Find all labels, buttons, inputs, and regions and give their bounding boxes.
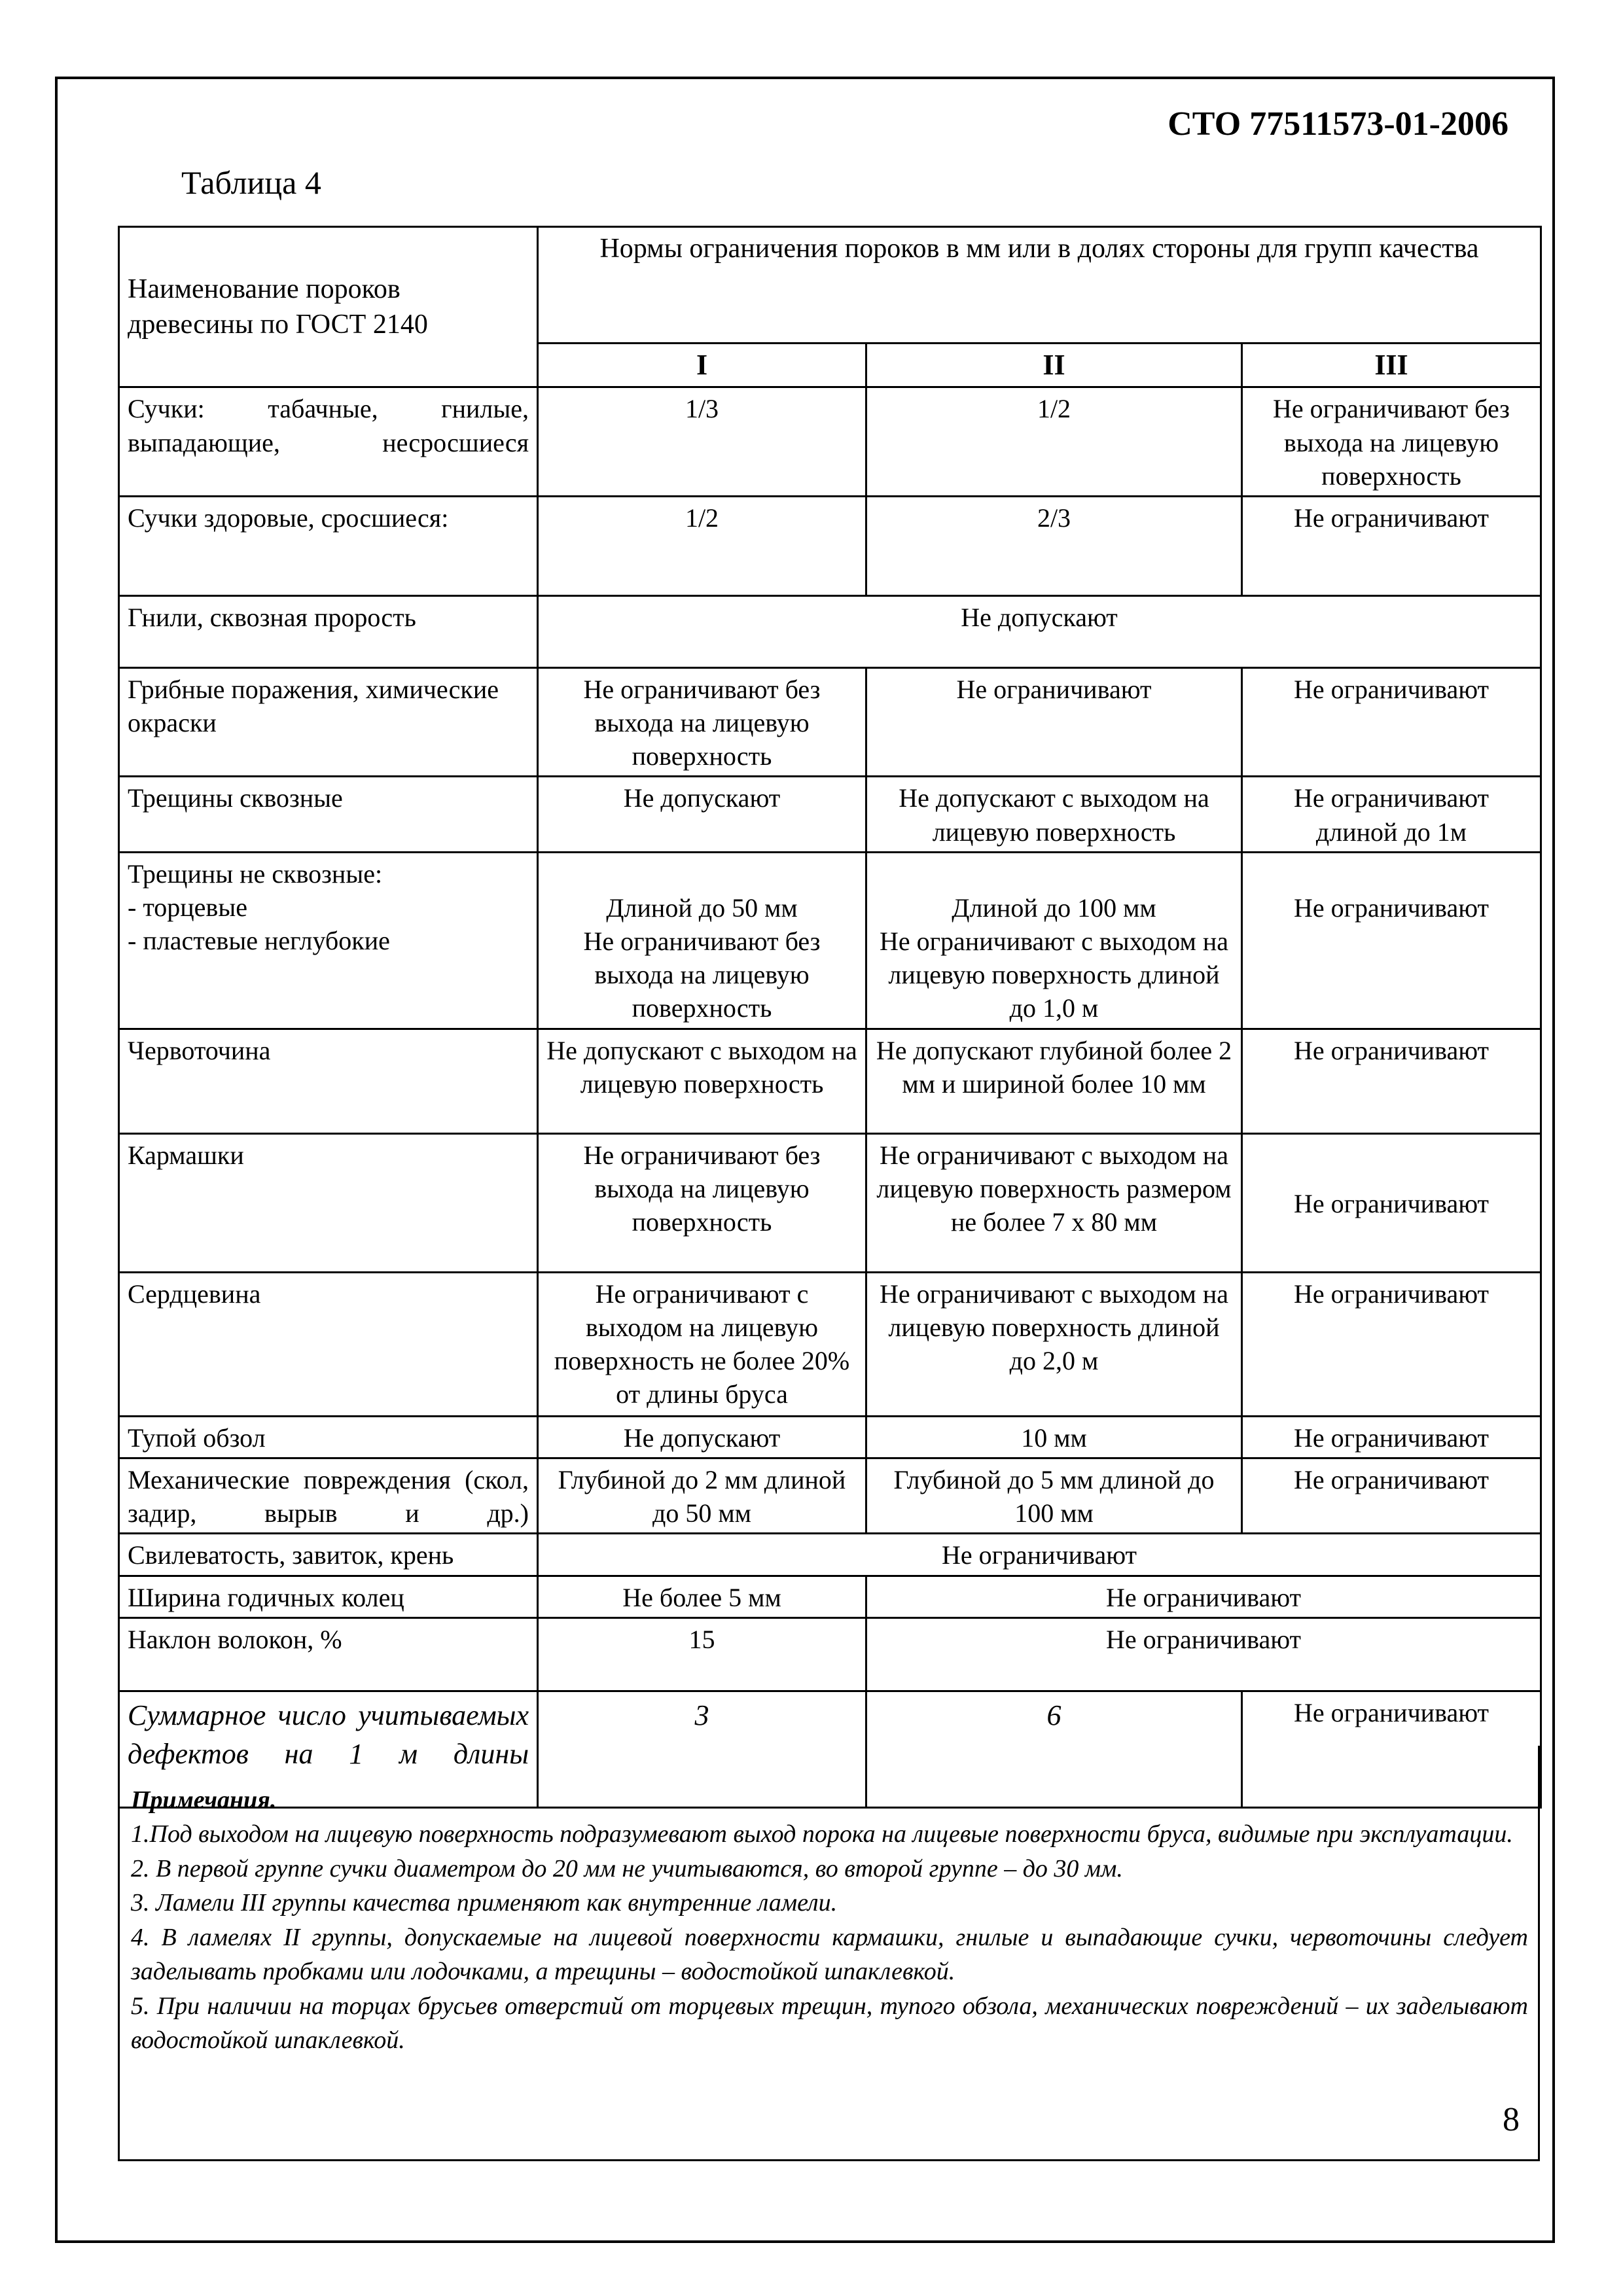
cell-group-3: Не ограничивают (1242, 1458, 1541, 1534)
cell-groups-2-3: Не ограничивают (866, 1617, 1541, 1691)
cell-all-groups: Не ограничивают (538, 1534, 1541, 1576)
row-name: Грибные поражения, химические окраски (119, 667, 538, 777)
row-name: Сердцевина (119, 1272, 538, 1416)
cell-group-2: Не допускают глубиной более 2 мм и шириной более 10 мм (866, 1029, 1242, 1133)
cell-group-2: 2/3 (866, 496, 1242, 595)
row-name: Гнили, сквозная прорость (119, 595, 538, 667)
cell-group-3: Не ограничивают (1242, 1272, 1541, 1416)
cell-group-3: Не ограничивают (1242, 1029, 1541, 1133)
row-name: Трещины сквозные (119, 777, 538, 852)
document-code: СТО 77511573-01-2006 (1168, 105, 1508, 143)
table-row (119, 667, 1541, 777)
table-row (119, 1133, 1541, 1272)
row-name: Сучки здоровые, сросшиеся: (119, 496, 538, 595)
cell-group-3: Не ограничивают без выхода на лицевую поверхность (1242, 387, 1541, 497)
table-row (119, 1617, 1541, 1691)
cell-group-1 (538, 852, 866, 1029)
cell-group-3: Не ограничивают (1242, 1133, 1541, 1272)
row-name: Наклон волокон, % (119, 1617, 538, 1691)
cell-group-2: 10 мм (866, 1416, 1242, 1458)
cell-group-1: Не ограничивают без выхода на лицевую поверхность (538, 1133, 866, 1272)
cell-groups-2-3: Не ограничивают (866, 1576, 1541, 1617)
row-name: Механические повреждения (скол, задир, вырыв и др.) (119, 1458, 538, 1534)
cell-group-2: 6 (866, 1691, 1242, 1807)
cell-group-1: Не ограничивают без выхода на лицевую поверхность (538, 667, 866, 777)
row-name: Тупой обзол (119, 1416, 538, 1458)
cell-group-3: Не ограничивают (1242, 667, 1541, 777)
cell-group-1: 1/2 (538, 496, 866, 595)
header-group-2: II (866, 344, 1242, 387)
row-name: Суммарное число учитываемых дефектов на 1 м длины (119, 1691, 538, 1807)
header-group-3: III (1242, 344, 1541, 387)
cell-line: Не ограничивают с выходом на лицевую поверхность длиной до 1,0 м (880, 927, 1228, 1023)
cell-group-3: Не ограничивают (1242, 852, 1541, 1029)
table-row (119, 387, 1541, 497)
table-row (119, 1576, 1541, 1617)
row-name: Червоточина (119, 1029, 538, 1133)
table-row (119, 1534, 1541, 1576)
table-row (119, 595, 1541, 667)
row-name-cell (119, 852, 538, 1029)
row-name: Ширина годичных колец (119, 1576, 538, 1617)
table-row (119, 1029, 1541, 1133)
defects-table (118, 226, 1542, 1809)
cell-line: Не ограничивают без выхода на лицевую поверхность (583, 927, 821, 1023)
note-item: 4. В ламелях II группы, допускаемые на лицевой поверхности кармашки, гнилые и выпадающие сучки, червоточины следует заделывать пробками или лодочками, а трещины – водостойкой шпаклевкой. (131, 1923, 1528, 1986)
note-item: 3. Ламели III группы качества применяют как внутренние ламели. (131, 1889, 838, 1917)
note-item: 2. В первой группе сучки диаметром до 20 мм не учитываются, во второй группе – до 30 мм. (131, 1854, 1123, 1882)
cell-group-1: Не ограничивают с выходом на лицевую поверхность не более 20% от длины бруса (538, 1272, 866, 1416)
cell-group-1: Не более 5 мм (538, 1576, 866, 1617)
row-name: Трещины не сквозные: (128, 858, 383, 889)
cell-group-3: Не ограничивают (1242, 496, 1541, 595)
cell-group-3: Не ограничивают (1242, 1691, 1541, 1807)
cell-group-1: Не допускают (538, 777, 866, 852)
note-item: 5. При наличии на торцах брусьев отверстий от торцевых трещин, тупого обзола, механических повреждений – их заделывают водостойкой шпаклевкой. (131, 1992, 1528, 2055)
table-row (119, 1272, 1541, 1416)
table-row (119, 1416, 1541, 1458)
cell-group-3: Не ограничивают (1242, 1416, 1541, 1458)
table-header-row (119, 227, 1541, 344)
notes-title: Примечания. (131, 1786, 277, 1814)
cell-group-2: Не ограничивают с выходом на лицевую поверхность длиной до 2,0 м (866, 1272, 1242, 1416)
cell-line: Длиной до 100 мм (952, 892, 1156, 923)
cell-group-2: Не ограничивают (866, 667, 1242, 777)
table-row (119, 496, 1541, 595)
cell-group-2: Не ограничивают с выходом на лицевую поверхность размером не более 7 х 80 мм (866, 1133, 1242, 1272)
cell-line: Длиной до 50 мм (606, 892, 798, 923)
row-name: Кармашки (119, 1133, 538, 1272)
header-norms: Нормы ограничения пороков в мм или в долях стороны для групп качества (538, 227, 1541, 344)
table-row (119, 852, 1541, 1029)
header-defect-name: Наименование пороков древесины по ГОСТ 2140 (119, 227, 538, 387)
note-item: 1.Под выходом на лицевую поверхность подразумевают выход порока на лицевые поверхности бруса, видимые при эксплуатации. (131, 1820, 1513, 1848)
table-row (119, 1458, 1541, 1534)
table-row (119, 777, 1541, 852)
cell-group-2 (866, 852, 1242, 1029)
row-subitem: - торцевые (128, 892, 247, 922)
cell-group-1: 15 (538, 1617, 866, 1691)
cell-group-1: Не допускают с выходом на лицевую поверхность (538, 1029, 866, 1133)
cell-group-2: 1/2 (866, 387, 1242, 497)
cell-group-2: Не допускают с выходом на лицевую поверхность (866, 777, 1242, 852)
cell-group-1: 1/3 (538, 387, 866, 497)
page-number: 8 (1503, 2101, 1520, 2138)
row-name: Сучки: табачные, гнилые, выпадающие, несросшиеся (119, 387, 538, 497)
cell-group-1: Глубиной до 2 мм длиной до 50 мм (538, 1458, 866, 1534)
row-name: Свилеватость, завиток, крень (119, 1534, 538, 1576)
cell-group-2: Глубиной до 5 мм длиной до 100 мм (866, 1458, 1242, 1534)
notes (131, 1783, 1528, 2058)
cell-group-1: Не допускают (538, 1416, 866, 1458)
row-subitem: - пластевые неглубокие (128, 926, 390, 956)
cell-all-groups: Не допускают (538, 595, 1541, 667)
table-caption: Таблица 4 (181, 164, 321, 201)
header-group-1: I (538, 344, 866, 387)
cell-group-3: Не ограничивают длиной до 1м (1242, 777, 1541, 852)
cell-group-1: 3 (538, 1691, 866, 1807)
